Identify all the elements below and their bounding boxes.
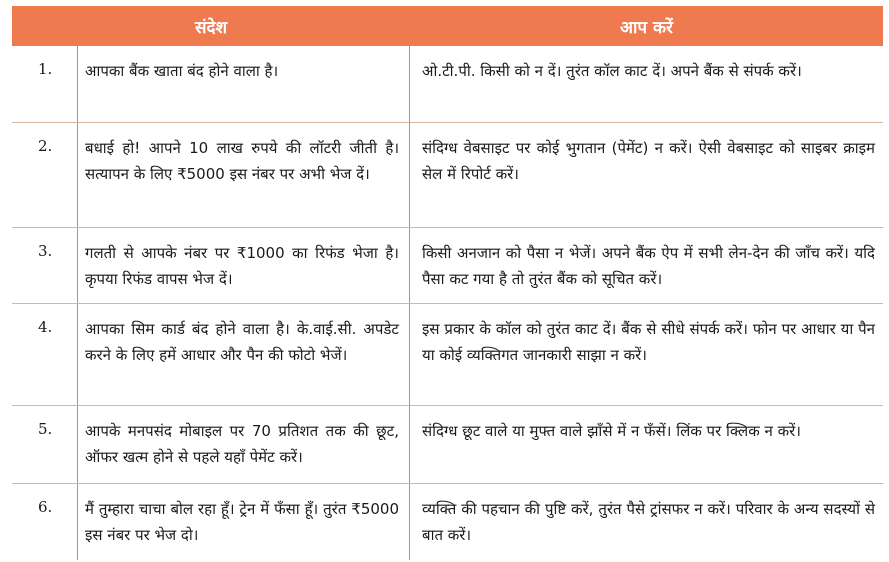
row-number: 3. bbox=[12, 228, 78, 303]
row-action: ओ.टी.पी. किसी को न दें। तुरंत कॉल काट दें। अपने बैंक से संपर्क करें। bbox=[422, 62, 802, 80]
table-row bbox=[12, 304, 883, 406]
row-message: गलती से आपके नंबर पर ₹1000 का रिफंड भेजा है। कृपया रिफंड वापस भेज दें। bbox=[78, 228, 410, 303]
table-row bbox=[12, 228, 883, 304]
header-action: आप करें bbox=[620, 17, 673, 38]
row-number: 5. bbox=[12, 406, 78, 483]
scam-messages-table bbox=[12, 6, 883, 560]
table-row bbox=[12, 46, 883, 123]
row-action: इस प्रकार के कॉल को तुरंत काट दें। बैंक से सीधे संपर्क करें। फोन पर आधार या पैन या कोई व्यक्तिगत जानकारी साझा न करें। bbox=[422, 320, 875, 364]
row-action: संदिग्ध छूट वाले या मुफ्त वाले झाँसे में न फँसें। लिंक पर क्लिक न करें। bbox=[422, 422, 801, 440]
row-number: 6. bbox=[12, 484, 78, 560]
row-message: मैं तुम्हारा चाचा बोल रहा हूँ। ट्रेन में फँसा हूँ। तुरंत ₹5000 इस नंबर पर भेज दो। bbox=[78, 484, 410, 560]
row-message: बधाई हो! आपने 10 लाख रुपये की लॉटरी जीती है। सत्यापन के लिए ₹5000 इस नंबर पर अभी भेज दें। bbox=[78, 123, 410, 227]
row-number: 1. bbox=[12, 46, 78, 122]
row-action: व्यक्ति की पहचान की पुष्टि करें, तुरंत पैसे ट्रांसफर न करें। परिवार के अन्य सदस्यों से बात करें। bbox=[422, 500, 875, 544]
row-action: किसी अनजान को पैसा न भेजें। अपने बैंक ऐप में सभी लेन-देन की जाँच करें। यदि पैसा कट गया है तो तुरंत बैंक को सूचित करें। bbox=[422, 244, 875, 288]
row-message: आपका सिम कार्ड बंद होने वाला है। के.वाई.सी. अपडेट करने के लिए हमें आधार और पैन की फोटो भेजें। bbox=[78, 304, 410, 405]
table-header bbox=[12, 6, 883, 46]
table-row bbox=[12, 484, 883, 560]
row-number: 4. bbox=[12, 304, 78, 405]
table-row bbox=[12, 406, 883, 484]
row-message: आपका बैंक खाता बंद होने वाला है। bbox=[78, 46, 410, 122]
row-number: 2. bbox=[12, 123, 78, 227]
header-message: संदेश bbox=[194, 17, 228, 38]
row-action: संदिग्ध वेबसाइट पर कोई भुगतान (पेमेंट) न करें। ऐसी वेबसाइट को साइबर क्राइम सेल में रिपोर्ट करें। bbox=[422, 139, 875, 183]
row-message: आपके मनपसंद मोबाइल पर 70 प्रतिशत तक की छूट, ऑफर खत्म होने से पहले यहाँ पेमेंट करें। bbox=[78, 406, 410, 483]
table-row bbox=[12, 123, 883, 228]
